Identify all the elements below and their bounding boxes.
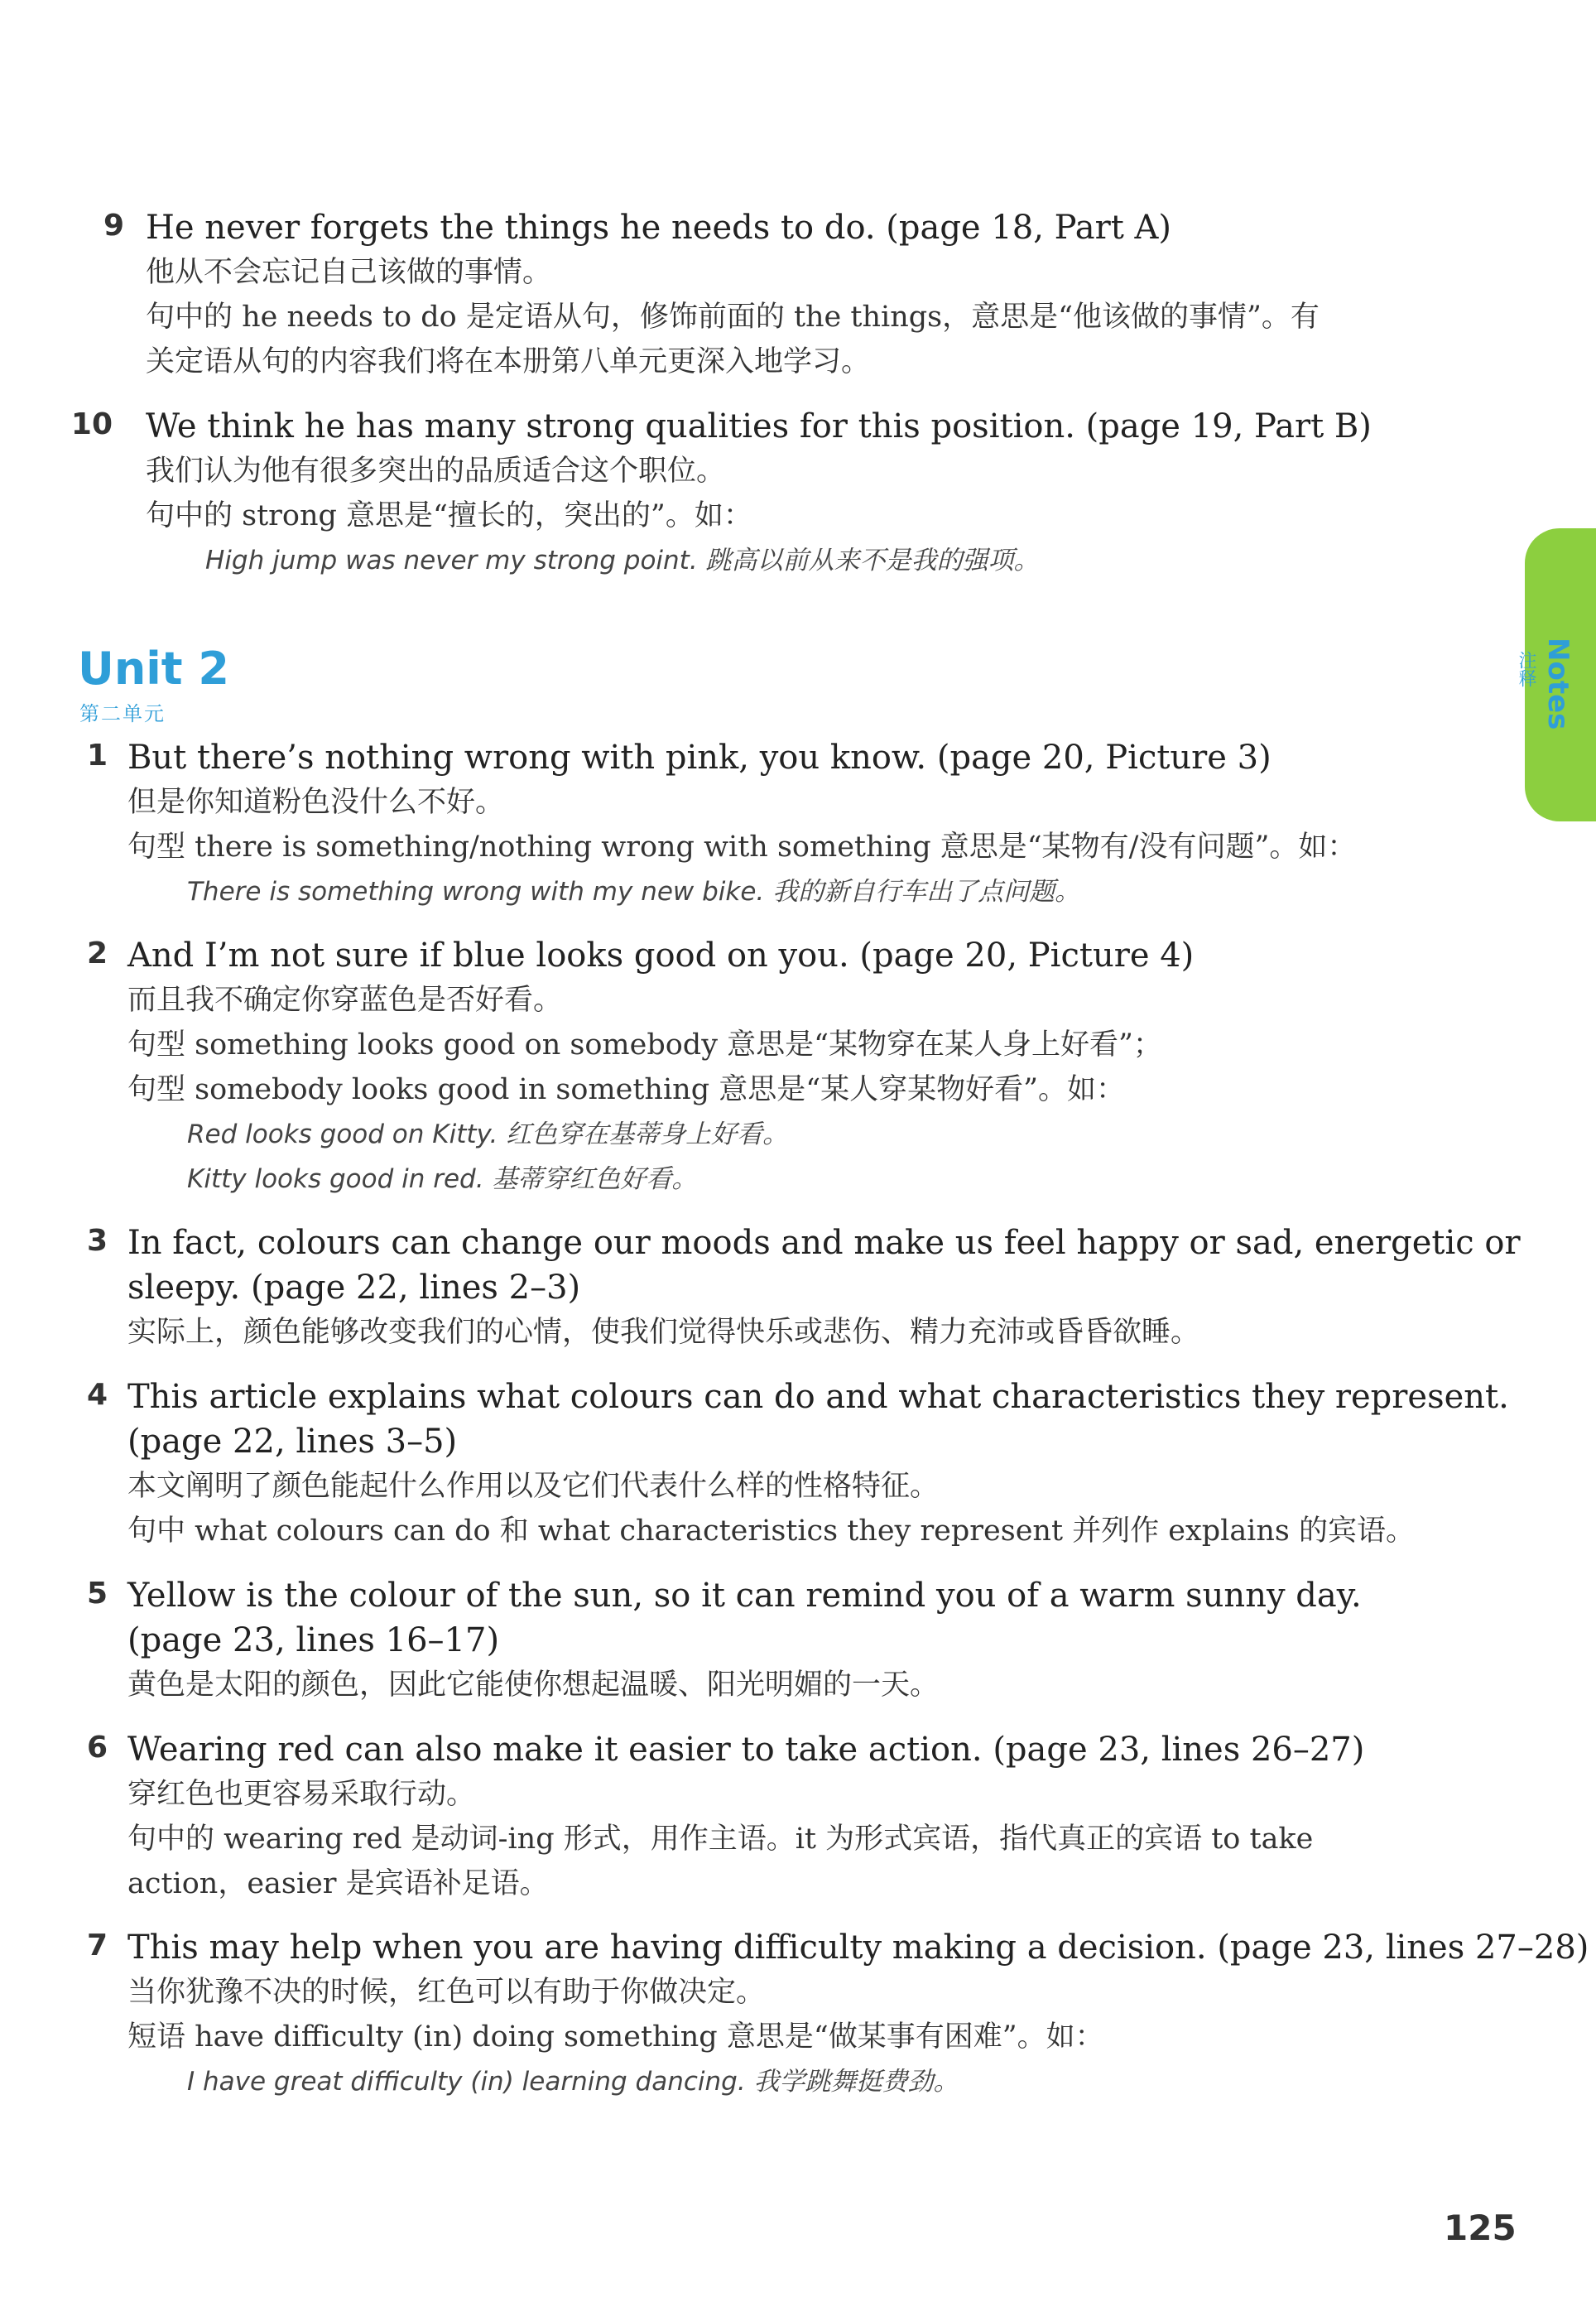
note-number: 1 — [86, 739, 108, 773]
page-number: 125 — [1444, 2208, 1517, 2248]
note-number: 4 — [86, 1378, 108, 1412]
note-translation: 我们认为他有很多突出的品质适合这个职位。 — [146, 455, 726, 488]
unit-title: Unit 2 — [78, 643, 229, 695]
note-example: Kitty looks good in red. 基蒂穿红色好看。 — [187, 1164, 698, 1194]
notes-tab-label-en: Notes — [1541, 638, 1574, 730]
note-sentence: Yellow is the colour of the sun, so it can remind you of a warm sunny day. — [127, 1577, 1362, 1615]
note-example: There is something wrong with my new bike. 我的新自行车出了点问题。 — [187, 877, 1081, 907]
note-item — [75, 1727, 1531, 1906]
note-translation: 穿红色也更容易采取行动。 — [127, 1778, 476, 1811]
note-example: Red looks good on Kitty. 红色穿在基蒂身上好看。 — [187, 1120, 789, 1149]
note-item — [75, 933, 1531, 1201]
note-explanation: 句中 what colours can do 和 what characteristics they represent 并列作 explains 的宾语。 — [127, 1514, 1416, 1548]
note-translation: 当你犹豫不决的时候，红色可以有助于你做决定。 — [127, 1976, 766, 2009]
note-item — [75, 1221, 1531, 1355]
note-item — [75, 1375, 1531, 1553]
note-explanation: 句中的 strong 意思是“擅长的，突出的”。如： — [146, 499, 752, 532]
note-item — [75, 1925, 1589, 2104]
note-sentence: He never forgets the things he needs to do. (page 18, Part A) — [146, 209, 1172, 247]
note-translation: 而且我不确定你穿蓝色是否好看。 — [127, 984, 563, 1017]
note-explanation: 句中的 wearing red 是动词-ing 形式，用作主语。it 为形式宾语，指代真正的宾语 to take — [127, 1823, 1314, 1856]
note-sentence: This article explains what colours can do and what characteristics they represent. — [127, 1378, 1509, 1416]
note-item — [75, 1573, 1531, 1707]
note-sentence: In fact, colours can change our moods and make us feel happy or sad, energetic or — [127, 1224, 1521, 1262]
note-sentence: (page 23, lines 16–17) — [127, 1621, 500, 1659]
note-number: 6 — [86, 1731, 108, 1765]
note-number: 7 — [86, 1929, 108, 1962]
note-explanation: 句型 something looks good on somebody 意思是“某物穿在某人身上好看”； — [127, 1028, 1162, 1062]
note-explanation: 句中的 he needs to do 是定语从句，修饰前面的 the things，意思是“他该做的事情”。有 — [146, 301, 1320, 334]
note-example: High jump was never my strong point. 跳高以前从来不是我的强项。 — [205, 546, 1040, 575]
note-translation: 本文阐明了颜色能起什么作用以及它们代表什么样的性格特征。 — [127, 1470, 940, 1503]
notes-tab-label — [1516, 638, 1591, 737]
note-example: I have great difficulty (in) learning dancing. 我学跳舞挺费劲。 — [187, 2067, 959, 2097]
note-sentence: This may help when you are having difficulty making a decision. (page 23, lines 27–28) — [127, 1929, 1589, 1967]
note-item — [75, 205, 1531, 384]
note-explanation: 句型 somebody looks good in something 意思是“某人穿某物好看”。如： — [127, 1073, 1126, 1106]
notes-tab-label-cn: 注释 — [1516, 651, 1536, 687]
note-sentence: We think he has many strong qualities for this position. (page 19, Part B) — [146, 407, 1372, 445]
note-sentence: Wearing red can also make it easier to take action. (page 23, lines 26–27) — [127, 1731, 1365, 1769]
note-number: 2 — [86, 937, 108, 970]
note-number: 5 — [86, 1577, 108, 1611]
unit-subtitle: 第二单元 — [79, 702, 166, 725]
note-translation: 黄色是太阳的颜色，因此它能使你想起温暖、阳光明媚的一天。 — [127, 1669, 940, 1702]
note-explanation: action，easier 是宾语补足语。 — [127, 1867, 549, 1900]
note-number: 10 — [70, 407, 113, 441]
note-translation: 他从不会忘记自己该做的事情。 — [146, 256, 552, 289]
note-translation: 实际上，颜色能够改变我们的心情，使我们觉得快乐或悲伤、精力充沛或昏昏欲睡。 — [127, 1316, 1200, 1349]
note-sentence: But there’s nothing wrong with pink, you know. (page 20, Picture 3) — [127, 739, 1272, 777]
note-sentence: (page 22, lines 3–5) — [127, 1423, 458, 1461]
note-explanation: 短语 have difficulty (in) doing something 意思是“做某事有困难”。如： — [127, 2020, 1104, 2054]
note-number: 3 — [86, 1224, 108, 1258]
note-explanation: 关定语从句的内容我们将在本册第八单元更深入地学习。 — [146, 345, 871, 378]
note-number: 9 — [103, 209, 124, 243]
note-sentence: And I’m not sure if blue looks good on you. (page 20, Picture 4) — [127, 937, 1195, 975]
note-translation: 但是你知道粉色没什么不好。 — [127, 786, 505, 819]
note-sentence: sleepy. (page 22, lines 2–3) — [127, 1269, 581, 1307]
note-item — [70, 404, 1531, 583]
note-explanation: 句型 there is something/nothing wrong with something 意思是“某物有/没有问题”。如： — [127, 831, 1357, 864]
note-item — [75, 735, 1531, 914]
